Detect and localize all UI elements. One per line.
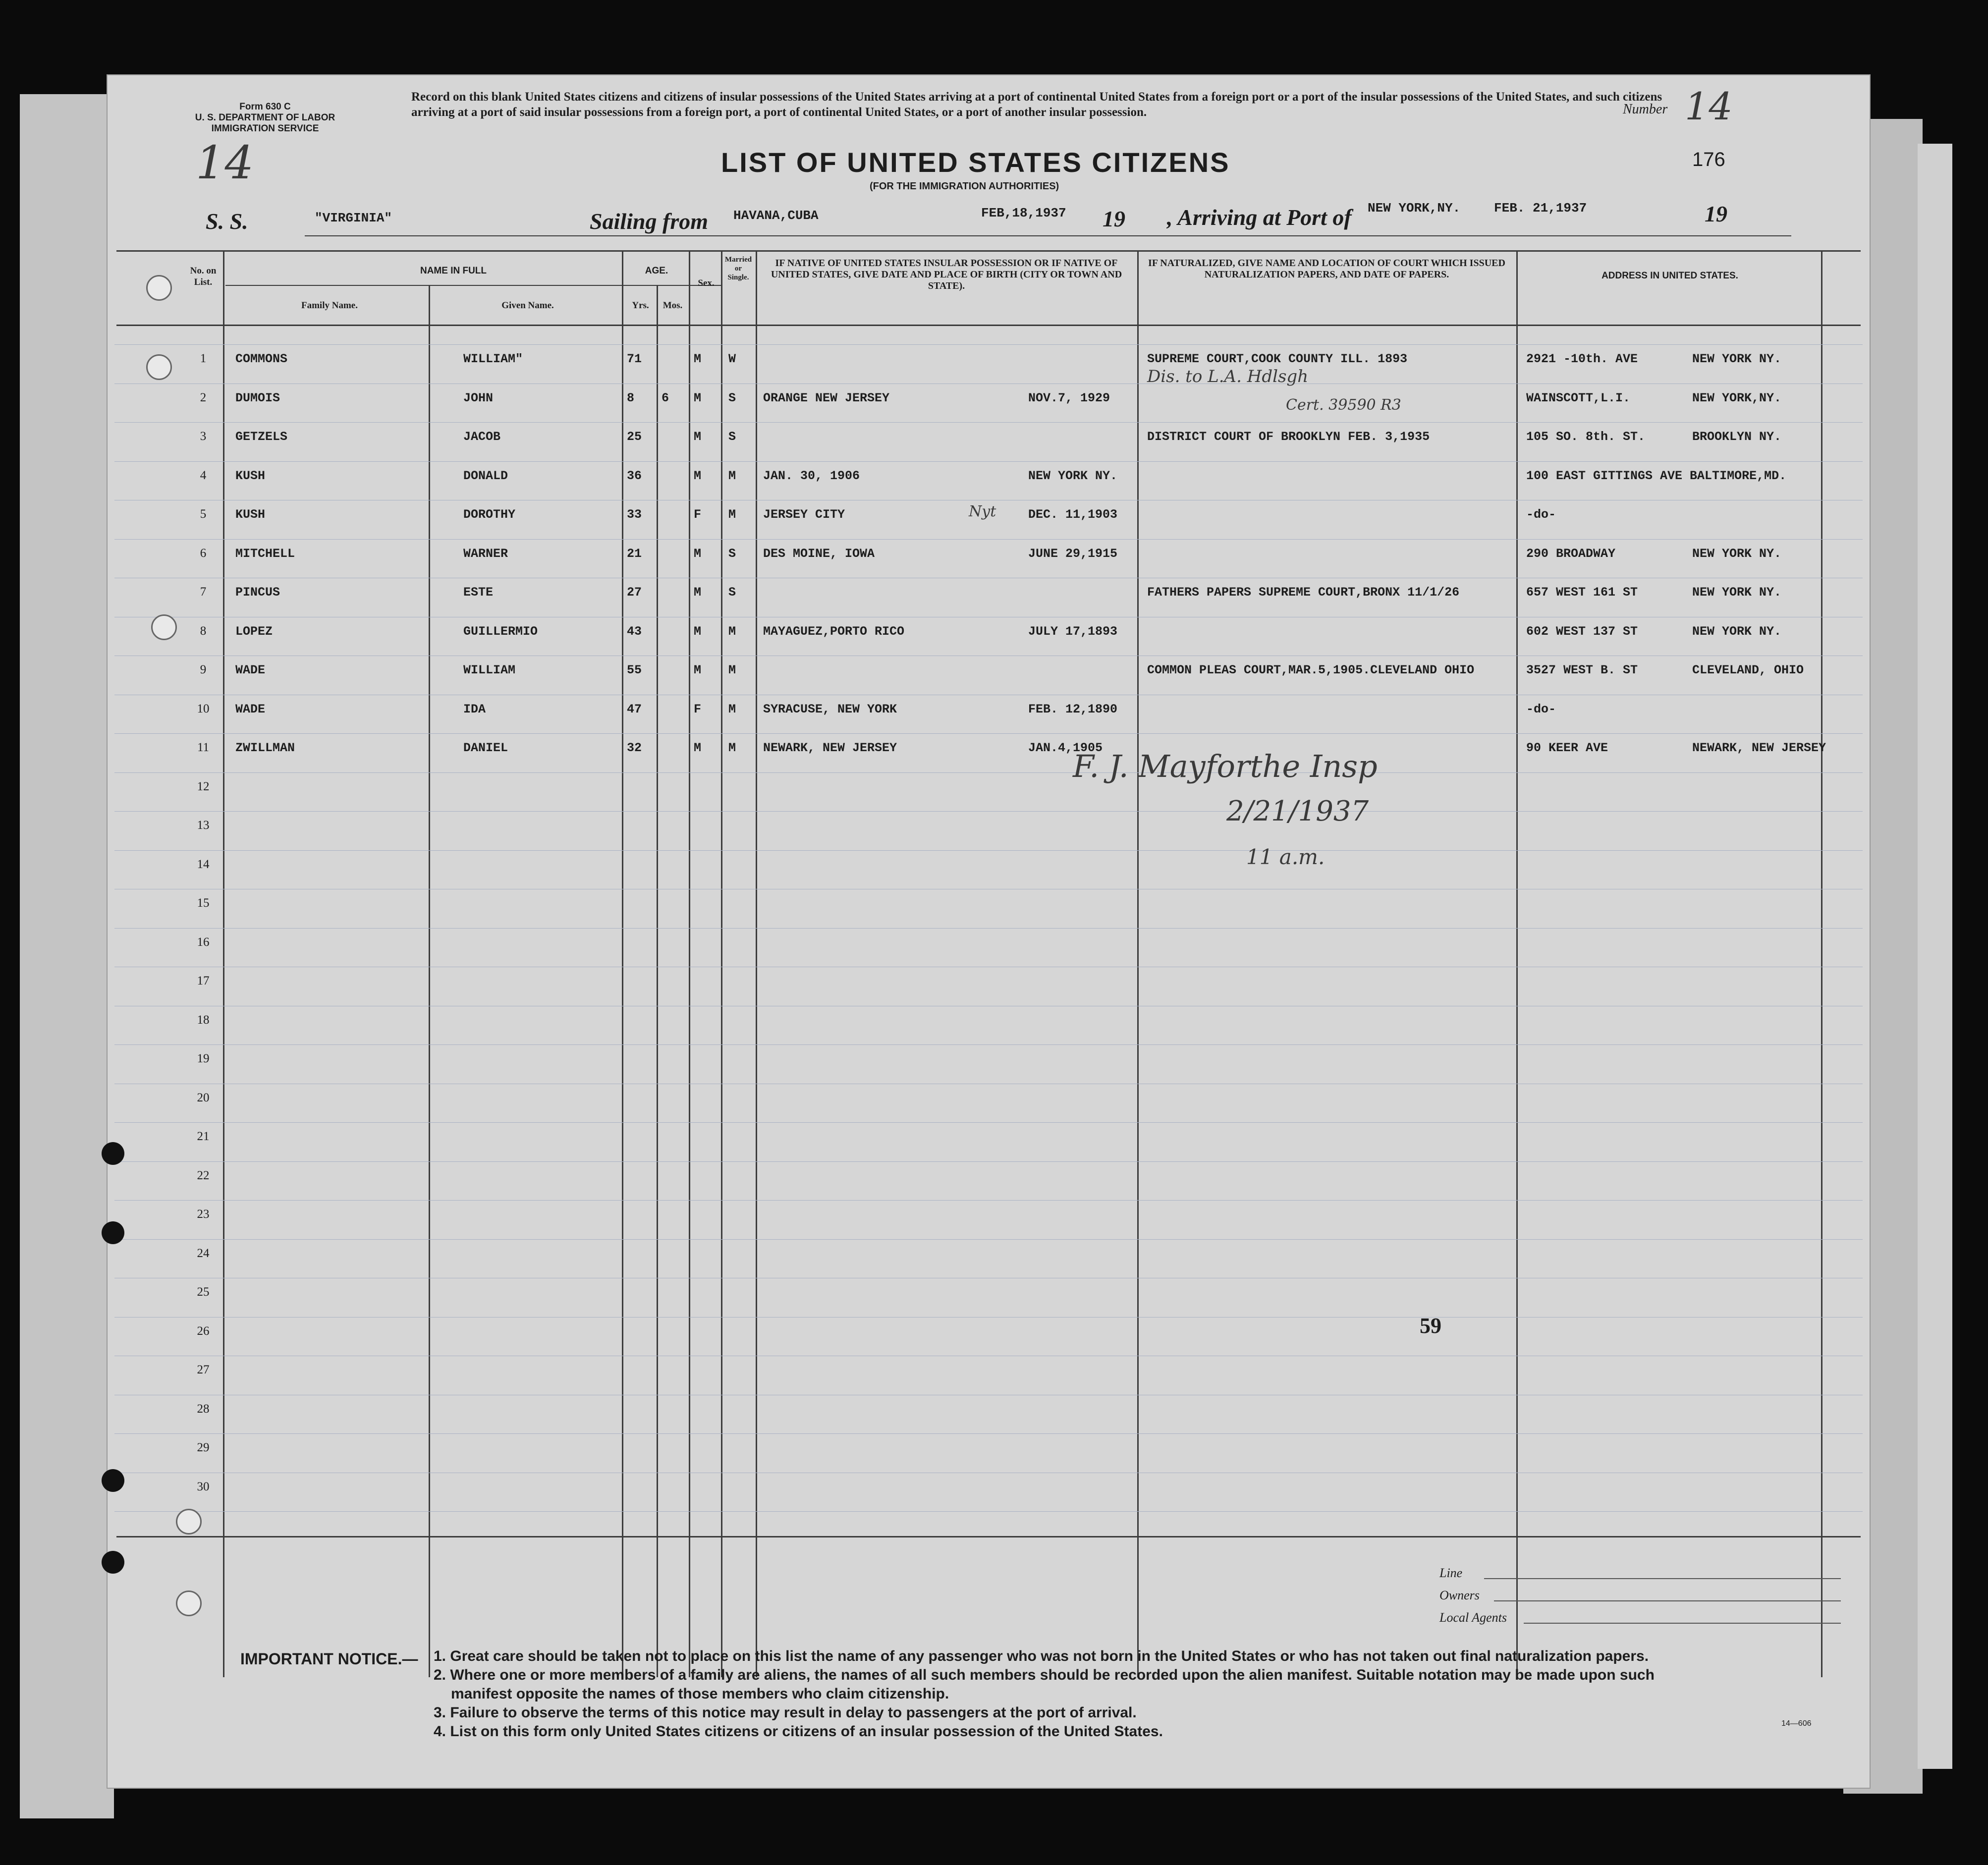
empty-row-number: 21: [197, 1130, 210, 1143]
row-yrs: 43: [627, 624, 642, 639]
col-divider-mos: [689, 250, 690, 1677]
notice-item-3: 3. Failure to observe the terms of this notice may result in delay to passengers at the port of arrival.: [434, 1704, 1137, 1721]
header-family-name: Family Name.: [301, 300, 358, 311]
row-city: NEW YORK NY.: [1692, 352, 1782, 366]
empty-row-number: 25: [197, 1285, 210, 1299]
table-bottom-rule: [116, 1536, 1861, 1537]
col-divider-court: [1516, 250, 1518, 1677]
row-given: WILLIAM: [463, 663, 516, 677]
row-sex: M: [694, 585, 702, 600]
notice-item-1: 1. Great care should be taken not to place on this list the name of any passenger who was not born in the United States or who has not taken out final naturalization papers.: [434, 1648, 1649, 1664]
row-no: 8: [200, 624, 207, 638]
col-divider-sex: [721, 250, 722, 1677]
empty-row-number: 29: [197, 1441, 210, 1454]
header-sex: Sex.: [698, 278, 715, 288]
col-divider-ms: [756, 250, 757, 1677]
dumois-note: Dis. to L.A. Hdlsgh: [1147, 367, 1309, 386]
row-family: LOPEZ: [235, 624, 273, 639]
inspector-date: 2/21/1937: [1226, 795, 1369, 827]
row-ms: M: [728, 663, 736, 677]
row-birth-date: JUNE 29,1915: [1028, 546, 1118, 561]
header-age: AGE.: [645, 266, 668, 276]
empty-row-number: 26: [197, 1324, 210, 1338]
col-divider-no: [223, 250, 224, 1677]
row-yrs: 21: [627, 546, 642, 561]
row-addr: 657 WEST 161 ST: [1526, 585, 1638, 600]
row-family: COMMONS: [235, 352, 288, 366]
notice-item-2a: 2. Where one or more members of a family are aliens, the names of all such members should be recorded upon the alien manifest. Suitable notation may be made upon such: [434, 1667, 1655, 1683]
row-city: NEW YORK NY.: [1692, 546, 1782, 561]
year-prefix: 19: [1103, 206, 1125, 231]
row-given: WILLIAM": [463, 352, 523, 366]
arrival-date: FEB. 21,1937: [1494, 201, 1587, 216]
row-addr: WAINSCOTT,L.I.: [1526, 390, 1631, 405]
row-addr: 290 BROADWAY: [1526, 546, 1616, 561]
row-addr: 105 SO. 8th. ST.: [1526, 430, 1646, 444]
row-yrs: 55: [627, 663, 642, 677]
row-ms: M: [728, 507, 736, 522]
row-city: NEW YORK NY.: [1692, 624, 1782, 639]
row-birth-place: DES MOINE, IOWA: [763, 546, 875, 561]
row-birth-place: JAN. 30, 1906: [763, 468, 860, 483]
row-ms: S: [728, 585, 736, 600]
row-given: DOROTHY: [463, 507, 516, 522]
arrival-port: NEW YORK,NY.: [1368, 201, 1461, 216]
row-addr: 602 WEST 137 ST: [1526, 624, 1638, 639]
ruled-line: [114, 539, 1863, 540]
row-sex: M: [694, 390, 702, 405]
row-addr: 3527 WEST B. ST: [1526, 663, 1638, 677]
line-label: Line: [1439, 1566, 1463, 1580]
stamp-number: 176: [1692, 149, 1725, 170]
empty-row-number: 20: [197, 1091, 210, 1104]
ruled-line: [114, 733, 1863, 734]
voyage-underline: [305, 235, 1791, 236]
row-family: KUSH: [235, 468, 266, 483]
empty-row-number: 28: [197, 1402, 210, 1416]
row-sex: M: [694, 430, 702, 444]
owners-field: [1494, 1600, 1841, 1601]
col-divider-given: [622, 250, 623, 1677]
row-mos: 6: [662, 390, 669, 405]
row-yrs: 8: [627, 390, 635, 405]
row-given: DANIEL: [463, 741, 508, 755]
ruled-line: [114, 1200, 1863, 1201]
ss-label: S. S.: [206, 209, 248, 234]
ruled-line: [114, 772, 1863, 773]
ship-name: "VIRGINIA": [315, 211, 392, 225]
empty-row-number: 12: [197, 779, 210, 793]
form-intro-text: Record on this blank United States citizens and citizens of insular possessions of the United States arriving at a port of continental United States from a foreign port or a port of the insular possessions of the United States, and such citizens arriving at a port of said insular possessions from a foreign port, a port of continental United States, or a port of another insular possession.: [411, 90, 1662, 119]
empty-row-number: 22: [197, 1168, 210, 1182]
row-family: WADE: [235, 663, 266, 677]
punch-hole: [151, 614, 177, 640]
row-family: ZWILLMAN: [235, 741, 295, 755]
punch-hole: [102, 1221, 124, 1244]
header-birth: IF NATIVE OF UNITED STATES INSULAR POSSESSION OR IF NATIVE OF UNITED STATES, GIVE DATE AND PLACE OF BIRTH (CITY OR TOWN AND STATE).: [771, 258, 1122, 291]
row-ms: S: [728, 546, 736, 561]
row-addr: 100 EAST GITTINGS AVE BALTIMORE,MD.: [1526, 468, 1787, 483]
form-id-block: [166, 102, 364, 134]
table-top-rule: [116, 250, 1861, 252]
row-sex: M: [694, 546, 702, 561]
row-city: NEWARK, NEW JERSEY: [1692, 741, 1826, 755]
sailing-date: FEB,18,1937: [981, 206, 1066, 220]
row-birth-date: JAN.4,1905: [1028, 741, 1103, 755]
row-yrs: 47: [627, 702, 642, 716]
empty-row-number: 14: [197, 857, 210, 871]
row-yrs: 36: [627, 468, 642, 483]
row-no: 4: [200, 468, 207, 482]
row-no: 3: [200, 430, 207, 443]
row-city: NEW YORK NY.: [1692, 585, 1782, 600]
ruled-line: [114, 850, 1863, 851]
row-birth-date: NEW YORK NY.: [1028, 468, 1118, 483]
row-no: 2: [200, 390, 207, 404]
row-court: DISTRICT COURT OF BROOKLYN FEB. 3,1935: [1147, 430, 1430, 444]
ruled-line: [114, 344, 1863, 345]
row-no: 11: [197, 741, 210, 754]
row-sex: F: [694, 507, 702, 522]
agents-label: Local Agents: [1439, 1610, 1507, 1625]
header-naturalized: IF NATURALIZED, GIVE NAME AND LOCATION OF COURT WHICH ISSUED NATURALIZATION PAPERS, AND DATE OF PAPERS.: [1148, 258, 1505, 280]
row-yrs: 32: [627, 741, 642, 755]
empty-row-number: 19: [197, 1052, 210, 1065]
ruled-line: [114, 811, 1863, 812]
row-birth-place: SYRACUSE, NEW YORK: [763, 702, 897, 716]
empty-row-number: 30: [197, 1480, 210, 1493]
arrival-year-prefix: 19: [1705, 201, 1727, 226]
page-subtitle: (FOR THE IMMIGRATION AUTHORITIES): [870, 181, 1059, 192]
page-number: 59: [1420, 1314, 1441, 1338]
punch-hole: [176, 1591, 202, 1616]
row-ms: S: [728, 390, 736, 405]
line-field: [1484, 1578, 1841, 1579]
inspector-signature: F. J. Mayforthe Insp: [1073, 748, 1378, 784]
form-number: Form 630 C: [239, 102, 291, 112]
row-given: JOHN: [463, 390, 494, 405]
row-no: 9: [200, 663, 207, 676]
row-ms: S: [728, 430, 736, 444]
number-value: 14: [1685, 84, 1733, 128]
row-birth-date: DEC. 11,1903: [1028, 507, 1118, 522]
row-city: NEW YORK,NY.: [1692, 390, 1782, 405]
row-addr: -do-: [1526, 507, 1556, 522]
header-address: ADDRESS IN UNITED STATES.: [1601, 271, 1738, 281]
punch-hole: [102, 1142, 124, 1165]
header-married: Married or Single.: [724, 256, 752, 281]
header-given-name: Given Name.: [501, 300, 554, 311]
row-given: WARNER: [463, 546, 508, 561]
row-family: GETZELS: [235, 430, 288, 444]
row-sex: F: [694, 702, 702, 716]
empty-row-number: 15: [197, 896, 210, 910]
notice-item-4: 4. List on this form only United States citizens or citizens of an insular possession of the United States.: [434, 1723, 1163, 1740]
row-birth-place: MAYAGUEZ,PORTO RICO: [763, 624, 905, 639]
row-ms: M: [728, 624, 736, 639]
ruled-line: [114, 1433, 1863, 1434]
kush-note: Nyt: [969, 503, 996, 520]
ruled-line: [114, 1239, 1863, 1240]
row-no: 6: [200, 546, 207, 560]
col-divider-birth: [1137, 250, 1139, 1677]
header-mos: Mos.: [663, 300, 683, 311]
row-given: GUILLERMIO: [463, 624, 538, 639]
page-title: LIST OF UNITED STATES CITIZENS: [721, 147, 1230, 178]
form-service: IMMIGRATION SERVICE: [211, 123, 319, 134]
getzels-note: Cert. 39590 R3: [1286, 396, 1401, 414]
empty-row-number: 23: [197, 1207, 210, 1221]
row-sex: M: [694, 624, 702, 639]
row-yrs: 25: [627, 430, 642, 444]
col-divider-family: [429, 285, 430, 1677]
header-name-in-full: NAME IN FULL: [420, 266, 487, 276]
row-birth-date: FEB. 12,1890: [1028, 702, 1118, 716]
sailing-from: HAVANA,CUBA: [733, 208, 819, 223]
punch-hole: [146, 275, 172, 301]
notice-item-2b: manifest opposite the names of those members who claim citizenship.: [451, 1686, 949, 1702]
row-addr: 2921 -10th. AVE: [1526, 352, 1638, 366]
owners-label: Owners: [1439, 1588, 1480, 1602]
row-yrs: 71: [627, 352, 642, 366]
row-birth-place: JERSEY CITY: [763, 507, 845, 522]
col-divider-right: [1821, 250, 1822, 1677]
corner-mark: 14: [196, 136, 254, 189]
number-label: Number: [1623, 102, 1668, 117]
notice-heading: IMPORTANT NOTICE.—: [240, 1650, 418, 1668]
row-family: WADE: [235, 702, 266, 716]
row-birth-place: ORANGE NEW JERSEY: [763, 390, 890, 405]
row-ms: M: [728, 741, 736, 755]
empty-row-number: 27: [197, 1363, 210, 1376]
row-no: 7: [200, 585, 207, 599]
row-no: 5: [200, 507, 207, 521]
punch-hole: [176, 1509, 202, 1535]
ruled-line: [114, 928, 1863, 929]
header-bottom-rule: [116, 325, 1861, 326]
row-court: FATHERS PAPERS SUPREME COURT,BRONX 11/1/26: [1147, 585, 1460, 600]
row-sex: M: [694, 741, 702, 755]
punch-hole: [146, 354, 172, 380]
row-family: DUMOIS: [235, 390, 280, 405]
row-given: ESTE: [463, 585, 494, 600]
empty-row-number: 13: [197, 819, 210, 832]
empty-row-number: 24: [197, 1246, 210, 1260]
row-sex: M: [694, 352, 702, 366]
agents-field: [1524, 1623, 1841, 1624]
row-yrs: 27: [627, 585, 642, 600]
arriving-label: , Arriving at Port of: [1167, 205, 1352, 230]
row-birth-date: JULY 17,1893: [1028, 624, 1118, 639]
ruled-line: [114, 1044, 1863, 1045]
sailing-label: Sailing from: [590, 209, 709, 234]
back-page-far-right: [1918, 144, 1952, 1769]
punch-hole: [102, 1551, 124, 1574]
row-family: MITCHELL: [235, 546, 295, 561]
ruled-line: [114, 1122, 1863, 1123]
row-court: COMMON PLEAS COURT,MAR.5,1905.CLEVELAND OHIO: [1147, 663, 1475, 677]
ruled-line: [114, 1161, 1863, 1162]
row-addr: -do-: [1526, 702, 1556, 716]
form-department: U. S. DEPARTMENT OF LABOR: [195, 112, 335, 123]
ruled-line: [114, 461, 1863, 462]
empty-row-number: 16: [197, 935, 210, 949]
row-given: DONALD: [463, 468, 508, 483]
inspector-time: 11 a.m.: [1246, 845, 1325, 869]
row-family: PINCUS: [235, 585, 280, 600]
row-no: 10: [197, 702, 210, 715]
punch-hole: [102, 1469, 124, 1492]
row-city: CLEVELAND, OHIO: [1692, 663, 1804, 677]
manifest-sheet: [107, 74, 1871, 1789]
row-birth-place: NEWARK, NEW JERSEY: [763, 741, 897, 755]
header-no-on-list: No. on List.: [190, 266, 217, 287]
back-page-left: [20, 94, 114, 1818]
row-given: JACOB: [463, 430, 501, 444]
empty-row-number: 17: [197, 974, 210, 987]
row-ms: M: [728, 702, 736, 716]
header-yrs: Yrs.: [632, 300, 649, 311]
col-divider-yrs: [657, 285, 658, 1677]
row-ms: W: [728, 352, 736, 366]
row-sex: M: [694, 663, 702, 677]
ruled-line: [114, 422, 1863, 423]
row-court: SUPREME COURT,COOK COUNTY ILL. 1893: [1147, 352, 1408, 366]
form-code: 14—606: [1781, 1719, 1812, 1728]
row-given: IDA: [463, 702, 486, 716]
row-yrs: 33: [627, 507, 642, 522]
row-no: 1: [200, 352, 207, 365]
empty-row-number: 18: [197, 1013, 210, 1027]
row-birth-date: NOV.7, 1929: [1028, 390, 1110, 405]
row-sex: M: [694, 468, 702, 483]
row-ms: M: [728, 468, 736, 483]
ruled-line: [114, 1511, 1863, 1512]
row-addr: 90 KEER AVE: [1526, 741, 1608, 755]
row-city: BROOKLYN NY.: [1692, 430, 1782, 444]
row-family: KUSH: [235, 507, 266, 522]
